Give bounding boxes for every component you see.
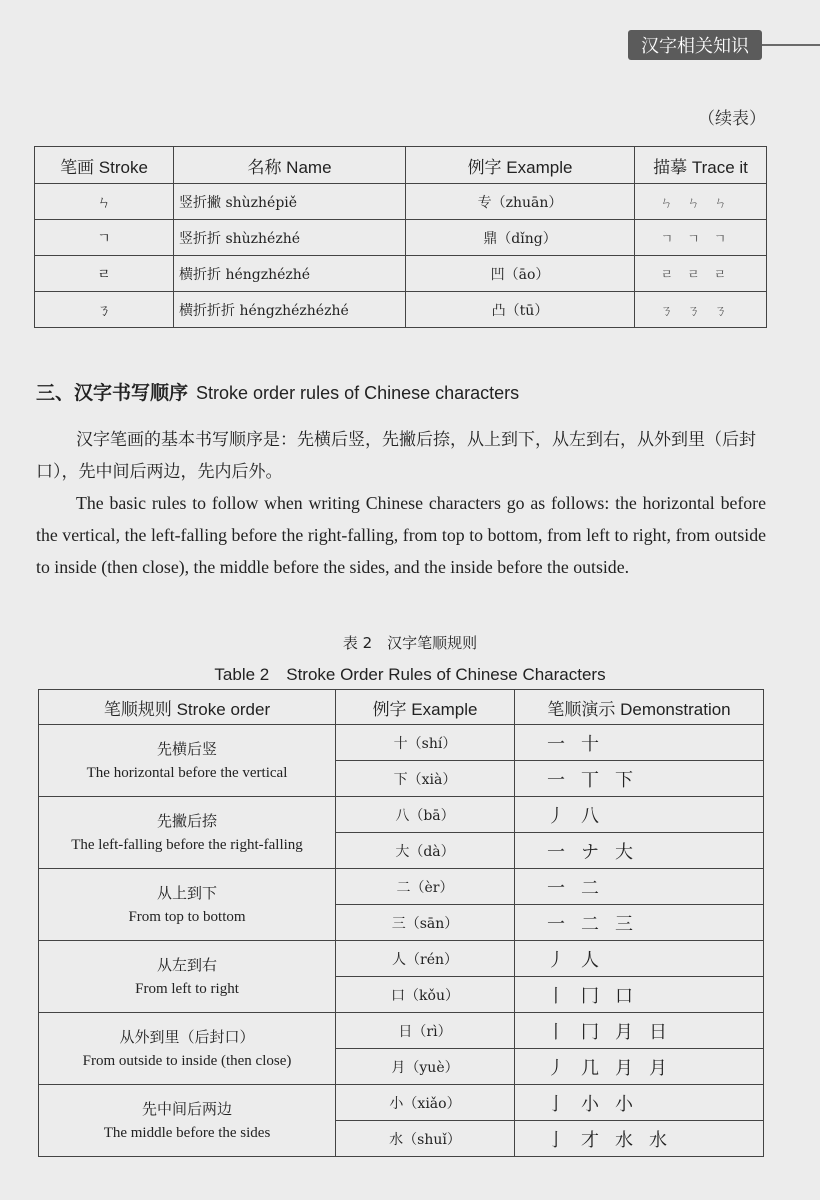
demo-step: 月	[615, 1057, 635, 1079]
stroke-cell: ㄹ	[35, 256, 174, 292]
table-row	[35, 292, 767, 328]
trace-cell: ㄱㄱㄱ	[635, 220, 767, 256]
rule-en: From outside to inside (then close)	[82, 1052, 292, 1069]
demonstration-cell	[515, 1085, 764, 1121]
demo-step: 月	[615, 1021, 635, 1043]
example-cell: 水（shuǐ）	[336, 1121, 515, 1157]
demo-step: 十	[581, 733, 601, 755]
stroke-order-body	[39, 725, 764, 1157]
example-cell: 三（sān）	[336, 905, 515, 941]
demo-step: 日	[649, 1021, 669, 1043]
example-cell: 凸（tū）	[406, 292, 635, 328]
header-name: 名称 Name	[174, 147, 406, 184]
demo-step: 一	[547, 733, 567, 755]
example-cell: 小（xiǎo）	[336, 1085, 515, 1121]
rule-cell	[39, 1013, 336, 1085]
demonstration-cell	[515, 977, 764, 1013]
trace-cell: ㄣㄣㄣ	[635, 184, 767, 220]
demonstration-cell	[515, 1013, 764, 1049]
header-stroke: 笔画 Stroke	[35, 147, 174, 184]
demonstration-cell	[515, 761, 764, 797]
example-cell: 大（dà）	[336, 833, 515, 869]
rule-cell	[39, 869, 336, 941]
section-title	[36, 378, 519, 405]
demo-step: 亅	[547, 1093, 567, 1115]
table-row	[39, 797, 764, 833]
section-title-en: Stroke order rules of Chinese characters	[196, 383, 520, 403]
demo-step: 月	[649, 1057, 669, 1079]
continued-label: （续表）	[698, 109, 766, 129]
demo-step: 丿	[547, 949, 567, 971]
demo-step: 口	[615, 985, 635, 1007]
header-rule	[762, 44, 820, 46]
demo-step: 一	[547, 841, 567, 863]
table-row	[39, 725, 764, 761]
demonstration-cell	[515, 869, 764, 905]
rule-cn: 先横后竖	[156, 739, 217, 758]
header-trace: 描摹 Trace it	[635, 147, 767, 184]
demonstration-cell	[515, 1049, 764, 1085]
example-cell: 口（kǒu）	[336, 977, 515, 1013]
chapter-tab: 汉字相关知识	[628, 30, 762, 60]
table-row	[35, 256, 767, 292]
demo-step: 亅	[547, 1129, 567, 1151]
stroke-cell: ㄣ	[35, 184, 174, 220]
table-header-row	[39, 690, 764, 725]
header-example: 例字 Example	[336, 690, 515, 725]
rule-en: The horizontal before the vertical	[86, 764, 288, 781]
table-row	[39, 869, 764, 905]
table-caption-cn: 表 2 汉字笔顺规则	[342, 634, 478, 652]
demo-step: 几	[581, 1057, 601, 1079]
demo-step: 人	[581, 949, 601, 971]
rule-en: The left-falling before the right-falling	[71, 836, 303, 853]
demo-step: 丿	[547, 1057, 567, 1079]
rule-en: From top to bottom	[128, 908, 246, 925]
table-header-row	[35, 147, 767, 184]
name-cell: 竖折折 shùzhézhé	[174, 220, 406, 256]
stroke-table	[34, 146, 767, 328]
rule-cell	[39, 1085, 336, 1157]
example-cell: 二（èr）	[336, 869, 515, 905]
demo-step: 二	[581, 877, 601, 899]
rule-cn: 先撇后捺	[156, 811, 217, 830]
example-cell: 凹（āo）	[406, 256, 635, 292]
demo-step: 下	[615, 769, 635, 791]
demonstration-cell	[515, 905, 764, 941]
rule-cell	[39, 725, 336, 797]
trace-cell: ㄹㄹㄹ	[635, 256, 767, 292]
example-cell: 专（zhuān）	[406, 184, 635, 220]
name-cell: 横折折 héngzhézhé	[174, 256, 406, 292]
demonstration-cell	[515, 1121, 764, 1157]
demo-step: 一	[547, 769, 567, 791]
demo-step: 丨	[547, 985, 567, 1007]
demo-step: 水	[615, 1129, 635, 1151]
demo-step: 水	[649, 1129, 669, 1151]
rule-cn: 从左到右	[156, 955, 217, 974]
example-cell: 十（shí）	[336, 725, 515, 761]
table-row	[39, 1013, 764, 1049]
demo-step: 八	[581, 805, 601, 827]
demo-step: 冂	[581, 985, 601, 1007]
trace-cell: ㄋㄋㄋ	[635, 292, 767, 328]
stroke-cell: ㄋ	[35, 292, 174, 328]
rule-cn: 从上到下	[156, 883, 217, 902]
demonstration-cell	[515, 833, 764, 869]
example-cell: 八（bā）	[336, 797, 515, 833]
demo-step: 丨	[547, 1021, 567, 1043]
example-cell: 人（rén）	[336, 941, 515, 977]
example-cell: 鼎（dǐng）	[406, 220, 635, 256]
table-row	[39, 941, 764, 977]
demo-step: 大	[615, 841, 635, 863]
demo-step: 丅	[581, 769, 601, 791]
table-row	[35, 220, 767, 256]
header-rule: 笔顺规则 Stroke order	[39, 690, 336, 725]
name-cell: 横折折折 héngzhézhézhé	[174, 292, 406, 328]
rule-cell	[39, 941, 336, 1013]
demo-step: 小	[581, 1093, 601, 1115]
paragraph-en: The basic rules to follow when writing Chinese characters go as follows: the horizontal before the vertical, the left-falling before the right-falling, from top to bottom, from left to right, from outside to inside (then close), the middle before the sides, and the inside before the outside.	[36, 493, 766, 577]
table-row	[35, 184, 767, 220]
demo-step: 二	[581, 913, 601, 935]
rule-en: From left to right	[135, 980, 239, 997]
demonstration-cell	[515, 725, 764, 761]
demo-step: 三	[615, 913, 635, 935]
example-cell: 下（xià）	[336, 761, 515, 797]
demonstration-cell	[515, 941, 764, 977]
demonstration-cell	[515, 797, 764, 833]
table-row	[39, 1085, 764, 1121]
example-cell: 日（rì）	[336, 1013, 515, 1049]
rule-cn: 先中间后两边	[141, 1099, 232, 1118]
rule-en: The middle before the sides	[103, 1124, 271, 1141]
header-demonstration: 笔顺演示 Demonstration	[515, 690, 764, 725]
stroke-cell: ㄱ	[35, 220, 174, 256]
example-cell: 月（yuè）	[336, 1049, 515, 1085]
header-example: 例字 Example	[406, 147, 635, 184]
rule-cn: 从外到里（后封口）	[119, 1027, 255, 1046]
stroke-order-table	[38, 689, 764, 1157]
table-caption-en: Table 2 Stroke Order Rules of Chinese Characters	[214, 665, 606, 684]
name-cell: 竖折撇 shùzhépiě	[174, 184, 406, 220]
paragraph-cn: 汉字笔画的基本书写顺序是：先横后竖，先撇后捺，从上到下，从左到右，从外到里（后封口），先中间后两边，先内后外。	[36, 430, 756, 482]
demo-step: 小	[615, 1093, 635, 1115]
demo-step: 才	[581, 1129, 601, 1151]
demo-step: 一	[547, 913, 567, 935]
rule-cell	[39, 797, 336, 869]
section-title-cn: 三、汉字书写顺序	[36, 382, 189, 404]
demo-step: 冂	[581, 1021, 601, 1043]
demo-step: ナ	[581, 841, 601, 863]
demo-step: 一	[547, 877, 567, 899]
demo-step: 丿	[547, 805, 567, 827]
